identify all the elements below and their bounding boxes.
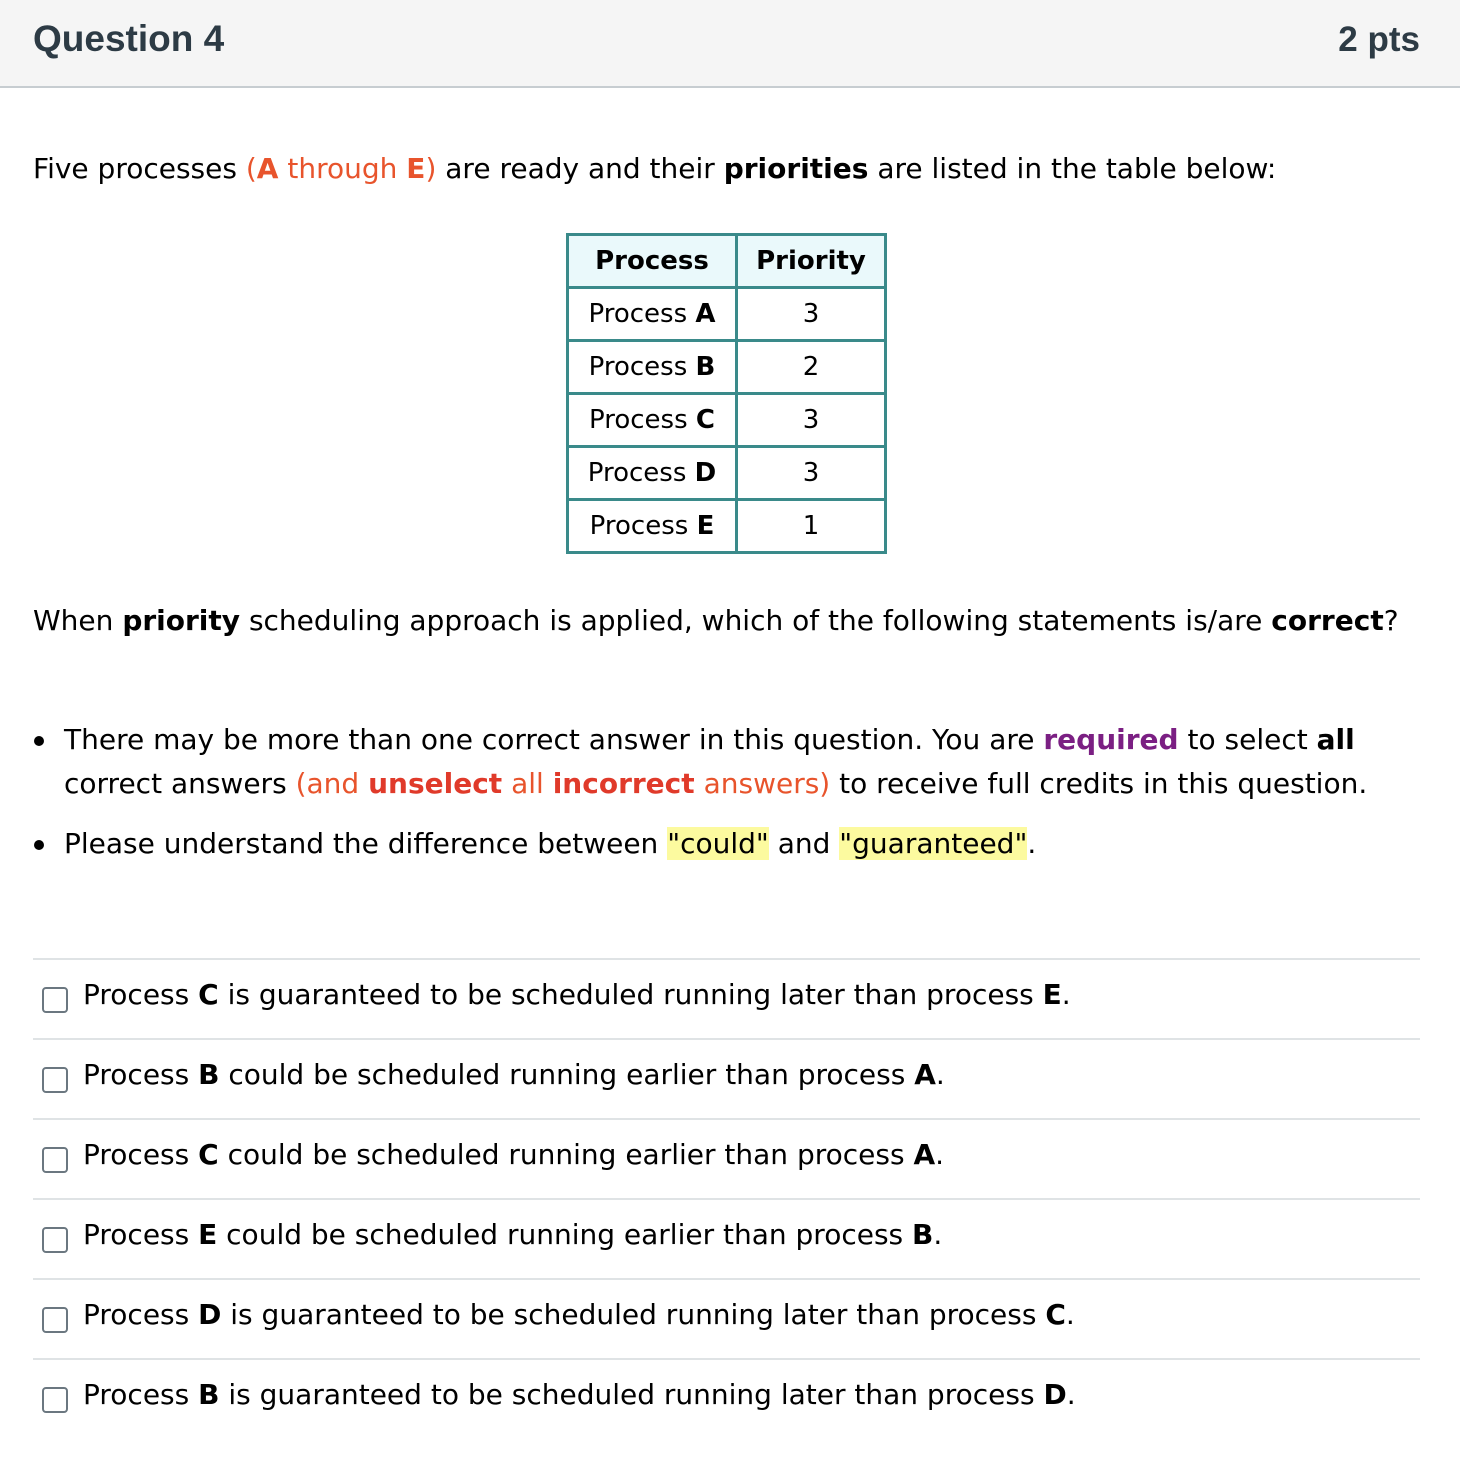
table-header-row [568, 235, 886, 288]
answer-checkbox[interactable] [42, 1307, 68, 1333]
instruction-notes [30, 718, 1420, 882]
answer-option[interactable] [33, 1278, 1420, 1358]
question-title: Question 4 [33, 18, 225, 59]
answer-checkbox[interactable] [42, 1067, 68, 1093]
intro-text: Five processes (A through E) are ready and their priorities are listed in the table below: [33, 152, 1277, 185]
answer-list [33, 958, 1420, 1438]
answer-label[interactable]: Process C is guaranteed to be scheduled running later than process E. [83, 978, 1071, 1011]
process-cell: Process B [568, 341, 737, 394]
priority-cell: 3 [737, 394, 886, 447]
answer-label[interactable]: Process E could be scheduled running earlier than process B. [83, 1218, 943, 1251]
priority-cell: 3 [737, 288, 886, 341]
process-cell: Process E [568, 500, 737, 553]
col-header-priority: Priority [737, 235, 886, 288]
table-row [568, 341, 886, 394]
answer-option[interactable] [33, 1118, 1420, 1198]
table-row [568, 394, 886, 447]
answer-label[interactable]: Process D is guaranteed to be scheduled running later than process C. [83, 1298, 1075, 1331]
answer-label[interactable]: Process B could be scheduled running earlier than process A. [83, 1058, 945, 1091]
answer-option[interactable] [33, 1358, 1420, 1438]
answer-option[interactable] [33, 958, 1420, 1038]
priority-cell: 2 [737, 341, 886, 394]
answer-option[interactable] [33, 1038, 1420, 1118]
question-header [0, 0, 1460, 88]
answer-checkbox[interactable] [42, 1387, 68, 1413]
process-cell: Process D [568, 447, 737, 500]
table-row [568, 288, 886, 341]
table-row [568, 500, 886, 553]
col-header-process: Process [568, 235, 737, 288]
question-points: 2 pts [1338, 20, 1420, 59]
priority-cell: 1 [737, 500, 886, 553]
answer-label[interactable]: Process C could be scheduled running earlier than process A. [83, 1138, 945, 1171]
note-multiple-answers: There may be more than one correct answer in this question. You are required to select all correct answers (and unselect all incorrect answers) to receive full credits in this question. [30, 718, 1420, 806]
priority-cell: 3 [737, 447, 886, 500]
question-prompt: When priority scheduling approach is applied, which of the following statements is/are correct? [33, 604, 1399, 637]
process-cell: Process C [568, 394, 737, 447]
table-row [568, 447, 886, 500]
process-cell: Process A [568, 288, 737, 341]
priority-table [566, 233, 887, 554]
answer-label[interactable]: Process B is guaranteed to be scheduled running later than process D. [83, 1378, 1076, 1411]
note-could-vs-guaranteed: Please understand the difference between "could" and "guaranteed". [30, 822, 1420, 866]
answer-checkbox[interactable] [42, 987, 68, 1013]
answer-checkbox[interactable] [42, 1227, 68, 1253]
answer-checkbox[interactable] [42, 1147, 68, 1173]
answer-option[interactable] [33, 1198, 1420, 1278]
